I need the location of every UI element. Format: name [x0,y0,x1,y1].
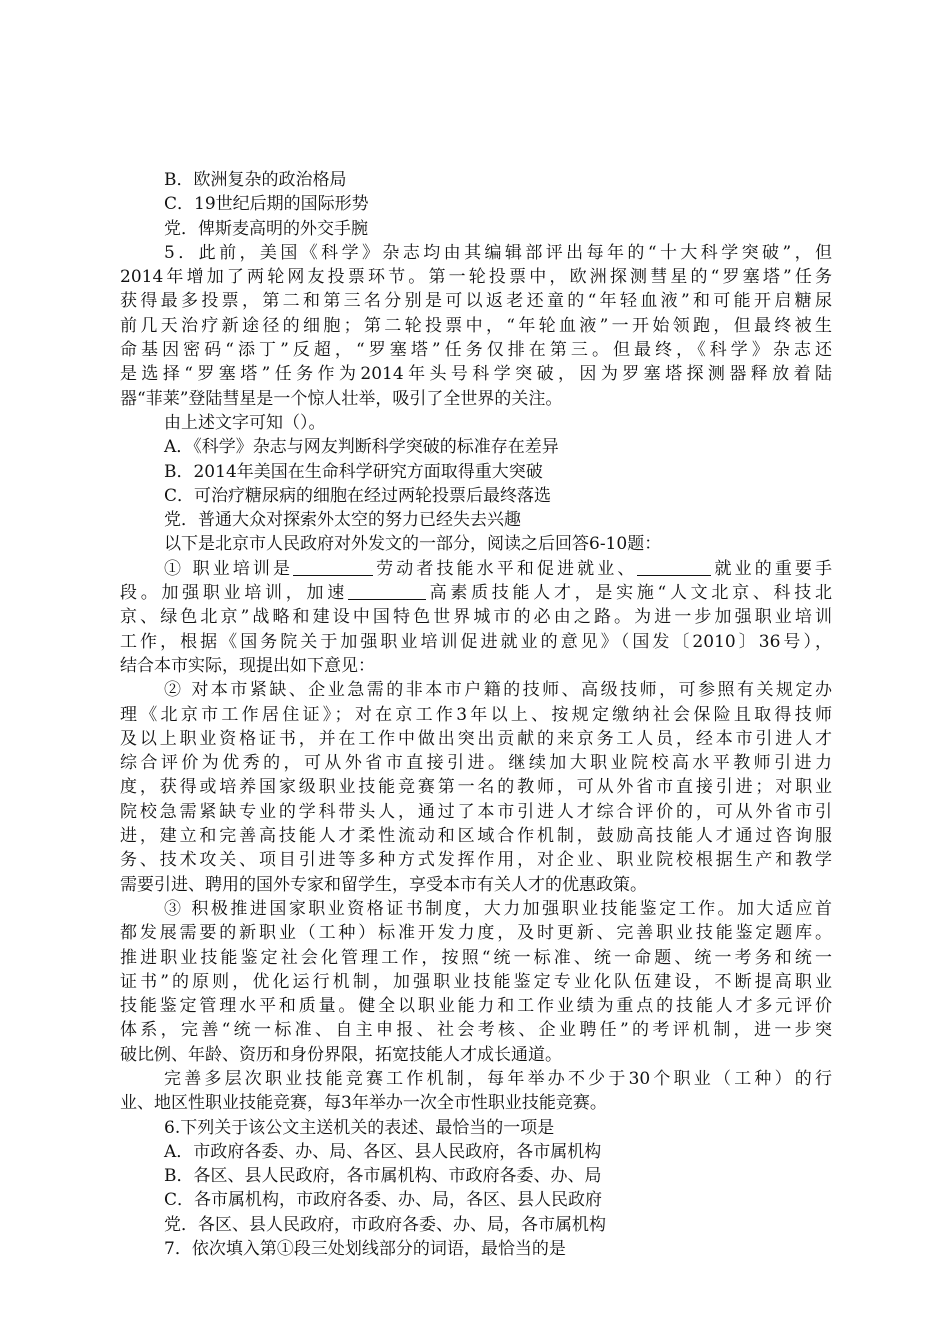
para1-line-5: 结合本市实际，现提出如下意见： [120,655,375,676]
para2-line-6: 院校急需紧缺专业的学科带头人，通过了本市引进人才综合评价的，可从外省市引 [120,801,832,822]
para3-line-7: 破比例、年龄、资历和身份界限，拓宽技能人才成长通道。 [120,1044,562,1065]
para1-text-d: 段。加强职业培训，加速 [120,583,348,604]
option-b-q5: B．2014年美国在生命科学研究方面取得重大突破 [164,461,543,482]
option-a-q6: A．市政府各委、办、局、各区、县人民政府，各市属机构 [164,1141,602,1162]
passage-intro: 以下是北京市人民政府对外发文的一部分，阅读之后回答6-10题： [164,534,662,555]
para2-line-7: 进，建立和完善高技能人才柔性流动和区域合作机制，鼓励高技能人才通过咨询服 [120,826,832,847]
para2-line-9: 需要引进、聘用的国外专家和留学生，享受本市有关人才的优惠政策。 [120,874,647,895]
para3-line-3: 推进职业技能鉴定社会化管理工作，按照“统一标准、统一命题、统一考务和统一 [120,947,832,968]
fill-blank-1 [293,558,373,576]
para3-line-4: 证书”的原则，优化运行机制，加强职业技能鉴定专业化队伍建设，不断提高职业 [120,971,832,992]
q5-line-3: 获得最多投票，第二和第三名分别是可以返老还童的“年轻血液”和可能开启糖尿 [120,291,832,312]
para2-line-2: 理《北京市工作居住证》；对在京工作3年以上、按规定缴纳社会保险且取得技师 [120,704,832,725]
para4-line-1: 完善多层次职业技能竞赛工作机制，每年举办不少于30个职业（工种）的行 [164,1068,832,1089]
option-b-q4: B．欧洲复杂的政治格局 [164,170,347,190]
para3-line-6: 体系，完善“统一标准、自主申报、社会考核、企业聘任”的考评机制，进一步突 [120,1020,832,1041]
option-d-q6: 党．各区、县人民政府，市政府各委、办、局，各市属机构 [164,1214,606,1235]
para3-line-1: ③ 积极推进国家职业资格证书制度，大力加强职业技能鉴定工作。加大适应首 [164,898,832,919]
para1-text-c: 就业的重要手 [711,558,833,579]
para1-line-2 [120,581,832,605]
para1-text-e: 高素质技能人才，是实施“人文北京、科技北 [425,583,832,604]
option-b-q6: B．各区、县人民政府，各市属机构、市政府各委、办、局 [164,1166,602,1187]
q5-line-2: 2014年增加了两轮网友投票环节。第一轮投票中，欧洲探测彗星的“罗塞塔”任务 [120,267,832,288]
option-c-q4: C．19世纪后期的国际形势 [164,194,369,215]
option-d-q5: 党．普通大众对探索外太空的努力已经失去兴趣 [164,510,521,531]
para4-line-2: 业、地区性职业技能竞赛，每3年举办一次全市性职业技能竞赛。 [120,1093,607,1114]
para1-line-4: 工作，根据《国务院关于加强职业培训促进就业的意见》（国发〔2010〕36号）， [120,631,832,652]
para1-text-a: ① 职业培训是 [164,558,294,579]
option-a-q5: A．《科学》杂志与网友判断科学突破的标准存在差异 [164,437,559,458]
para1-line-3: 京、绿色北京”战略和建设中国特色世界城市的必由之路。为进一步加强职业培训 [120,607,832,628]
q5-line-1: 5．此前，美国《科学》杂志均由其编辑部评出每年的“十大科学突破”，但 [164,242,832,263]
para1-text-b: 劳动者技能水平和促进就业、 [373,558,638,579]
para2-line-3: 及以上职业资格证书，并在工作中做出突出贡献的来京务工人员，经本市引进人才 [120,728,832,749]
fill-blank-3 [348,582,426,600]
q5-stem: 由上述文字可知（）。 [164,412,326,433]
option-d-q4: 党．俾斯麦高明的外交手腕 [164,218,368,239]
para2-line-1: ② 对本市紧缺、企业急需的非本市户籍的技师、高级技师，可参照有关规定办 [164,680,832,701]
para3-line-5: 技能鉴定管理水平和质量。健全以职业能力和工作业绩为重点的技能人才多元评价 [120,996,832,1017]
para1-line-1 [120,557,832,581]
fill-blank-2 [637,558,711,576]
para2-line-5: 度，获得或培养国家级职业技能竞赛第一名的教师，可从外省市直接引进；对职业 [120,777,832,798]
q7-stem: 7．依次填入第①段三处划线部分的词语，最恰当的是 [164,1239,566,1260]
para2-line-8: 务、技术攻关、项目引进等多种方式发挥作用，对企业、职业院校根据生产和教学 [120,850,832,871]
option-c-q6: C．各市属机构，市政府各委、办、局，各区、县人民政府 [164,1190,603,1211]
q5-line-7: 器“菲莱”登陆彗星是一个惊人壮举，吸引了全世界的关注。 [120,388,563,409]
q5-line-6: 是选择“罗塞塔”任务作为2014年头号科学突破，因为罗塞塔探测器释放着陆 [120,364,832,385]
option-c-q5: C．可治疗糖尿病的细胞在经过两轮投票后最终落选 [164,485,552,506]
q5-line-5: 命基因密码“添丁”反超，“罗塞塔”任务仅排在第三。但最终，《科学》杂志还 [120,340,832,361]
para3-line-2: 都发展需要的新职业（工种）标准开发力度，及时更新、完善职业技能鉴定题库。 [120,923,832,944]
q5-line-4: 前几天治疗新途径的细胞；第二轮投票中，“年轮血液”一开始领跑，但最终被生 [120,315,832,336]
para2-line-4: 综合评价为优秀的，可从外省市直接引进。继续加大职业院校高水平教师引进力 [120,753,832,774]
q6-stem: 6.下列关于该公文主送机关的表述、最恰当的一项是 [164,1117,555,1138]
